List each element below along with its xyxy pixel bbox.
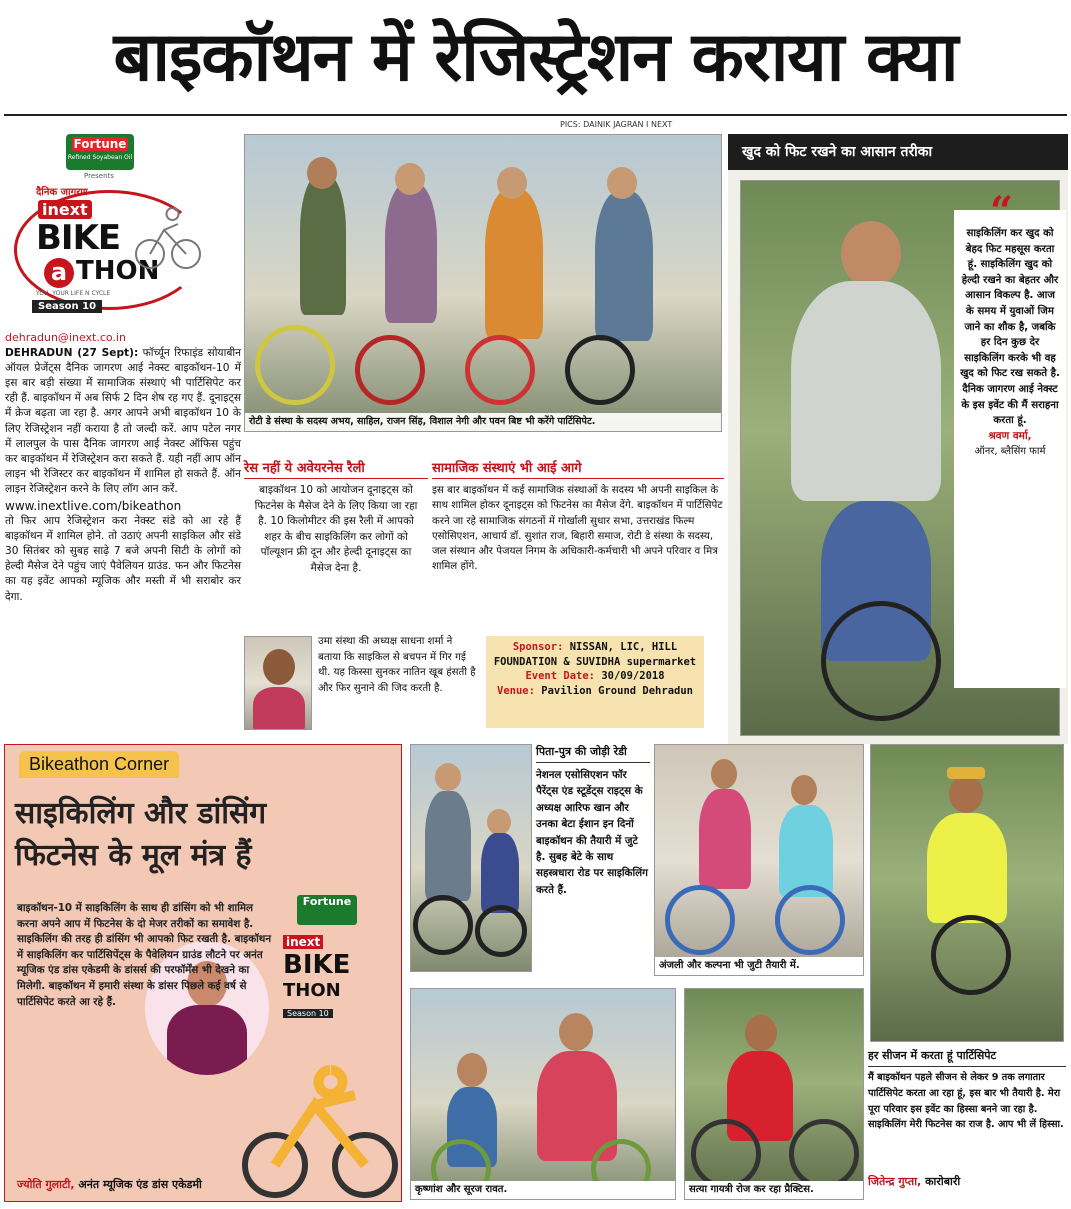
corner-bike-logo xyxy=(283,931,393,1031)
race-awareness-box xyxy=(244,458,428,618)
bikeathon-logo xyxy=(14,134,234,324)
corner-inext-logo: inext xyxy=(283,935,323,949)
main-story xyxy=(5,330,241,605)
corner-athon-wordmark: THON xyxy=(283,980,341,1001)
corner-author: ज्योति गुलाटी, xyxy=(17,1178,75,1191)
quote-author: श्रवण वर्मा, xyxy=(988,429,1032,442)
athon-wordmark: THON xyxy=(76,256,160,286)
event-date-label: Event Date: xyxy=(525,670,595,682)
sponsor-line xyxy=(492,640,698,669)
race-box-body: बाइकॉथन 10 को आयोजन दूनाइट्स को फिटनेस के मैसेज देने के लिए किया जा रहा है. 10 किलोमीटर की इस रैली में आपको शहर के बीच साइकिलिंग कर लोगों को पॉल्यूशन फ्री दून और हेल्दी दूनाइट्स का मैसेज देना है. xyxy=(254,484,418,574)
corner-fortune-logo: Fortune xyxy=(297,895,357,925)
uma-box-body: उमा संस्था की अध्यक्ष साधना शर्मा ने बताया कि साइकिल से बचपन में गिर गई थी. यह किस्सा सुनकर नातिन खूब हंसती है और फिर सुनाने की जिद करती है. xyxy=(318,636,476,694)
logo-tagline: YOU, YOUR LIFE N CYCLE xyxy=(36,290,111,297)
sponsor-value: NISSAN, LIC, HILL FOUNDATION & SUVIDHA supermarket xyxy=(493,641,697,668)
season-box-title: हर सीजन में करता हूं पार्टिसिपेट xyxy=(868,1048,1066,1067)
social-box-title: सामाजिक संस्थाएं भी आई आगे xyxy=(432,458,724,479)
bikeathon-corner xyxy=(4,744,402,1202)
father-son-body: नेशनल एसोसिएशन फॉर पैरेंट्स एंड स्टूडेंट्स राइट्स के अध्यक्ष आरिफ खान और उनका बेटा ईशान इन दिनों बाइकॉथन की तैयारी में जुटे है. सुबह बेटे के साथ सहस्त्रधारा रोड पर साइकिलिंग करते हैं. xyxy=(536,769,648,896)
quote-author-role: ऑनर, ब्लैसिंग फार्म xyxy=(974,445,1046,457)
uma-box xyxy=(244,630,480,736)
krishnansh-suraj-photo xyxy=(410,988,676,1200)
dateline: DEHRADUN (27 Sept): xyxy=(5,346,139,359)
venue-label: Venue: xyxy=(497,684,535,697)
cyclist-sketch-icon xyxy=(132,194,202,274)
event-date-line xyxy=(492,669,698,684)
corner-bike-wordmark: BIKE xyxy=(283,950,351,980)
right-feature xyxy=(728,134,1068,744)
event-info-box xyxy=(486,636,704,728)
father-son-photo xyxy=(410,744,532,972)
group-photo-caption: रोटी डे संस्था के सदस्य अभय, साहिल, राजन सिंह, विशाल नेगी और पवन बिष्ट भी करेंगे पार्टिसिपेट. xyxy=(245,413,721,431)
headline: बाइकॉथन में रेजिस्ट्रेशन कराया क्या xyxy=(113,18,958,97)
venue-line xyxy=(492,684,698,699)
corner-title: साइकिलिंग और डांसिंग फिटनेस के मूल मंत्र हैं xyxy=(15,796,267,873)
season-box-author: जितेन्द्र गुप्ता, xyxy=(868,1175,922,1188)
season-box-author-line xyxy=(868,1174,1066,1189)
father-son-title: पिता-पुत्र की जोड़ी रेडी xyxy=(536,744,650,763)
headline-rule xyxy=(4,114,1067,116)
quote-text: साइकिलिंग कर खुद को बेहद फिट महसूस करता हूं. साइकिलिंग खुद को हेल्दी रखने का बेहतर और आसान विकल्प है. आज के समय में युवाओं जिम जाने का शौक है, जबकि हर दिन कुछ देर साइकिलिंग करके भी वह खुद को फिट रख सकते है. दैनिक जागरण आई नेक्स्ट के इस इवेंट की मैं सराहना करता हूं. xyxy=(960,228,1060,427)
event-date-value: 30/09/2018 xyxy=(595,670,665,682)
athon-a: a xyxy=(44,258,74,288)
social-box-body: इस बार बाइकॉथन में कई सामाजिक संस्थाओं के सदस्य भी अपनी साइकिल के साथ शामिल होकर दूनाइट्स को फिटनेस का मैसेज देंगे. बाइकॉथन में पार्टिसिपेट करने जा रहे सामाजिक संगठनों में गोर्खाली सुधार सभा, उत्तराखंड फिल्म एसोसिएशन, आचार्य डॉ. सुशांत राज, बिहारी समाज, रोटी डे संस्था के सदस्य, जल संस्थान और पेजयल निगम के अधिकारी-कर्मचारी भी अपने परिवार व मित्र शामिल होंगे. xyxy=(432,485,723,573)
dainik-jagran-label: दैनिक जागरण xyxy=(36,187,88,198)
jitendra-gupta-photo xyxy=(870,744,1064,1042)
father-son-box xyxy=(536,744,650,972)
venue-value: Pavilion Ground Dehradun xyxy=(534,684,693,697)
sadhna-sharma-photo xyxy=(244,636,312,730)
quote-box xyxy=(954,188,1066,688)
social-org-box xyxy=(432,458,724,618)
satya-gayatri-photo xyxy=(684,988,864,1200)
sponsor-label: Sponsor: xyxy=(512,641,564,653)
main-story-para-2: तो फिर आप रेजिस्ट्रेशन करा नेक्स्ट संडे को आ रहे हैं बाइकॉथन में शामिल होने. तो उठाएं अपनी साइकिल और संडे 30 सितंबर को सुबह साढ़े 7 बजे अपनी सिटी के लोगों को हेल्दी मैसेज देने पहुंच जाएं पैवेलियन ग्राउंड. फन और फिटनेस का यह इवेंट आपको म्यूजिक और मस्ती में भी सराबोर कर देगा. xyxy=(5,514,241,603)
group-cycling-photo xyxy=(244,134,722,432)
anjali-caption: अंजली और कल्पना भी जुटी तैयारी में. xyxy=(655,957,863,975)
season-badge: Season 10 xyxy=(32,300,102,313)
corner-author-line xyxy=(17,1177,317,1192)
main-story-para-1: फॉर्च्यून रिफाइंड सोयाबीन ऑयल प्रेजेंट्स दैनिक जागरण आई नेक्स्ट बाइकॉथन-10 में इस बार बड़ी संख्या में सामाजिक संस्थाएं भी पार्टिसिपेट कर रही हैं. बाइकॉथन में अब सिर्फ 2 दिन शेष रह गए हैं. दूनाइट्स में क्रेज बढ़ता जा रहा है. अगर आपने अभी बाइकॉथन 10 के लिए रेजिस्ट्रेशन नहीं कराया है तो जल्दी करें. आप पटेल नगर में लालपुल के पास दैनिक जागरण आई नेक्स्ट ऑफिस पहुंच कर बाइकॉथन में रेजिस्ट्रेशन करा सकते हैं. यही नहीं आप ऑन लाइन भी रेजिस्टर कर बाइकॉथन में शामिल हो सकते हैं. ऑन लाइन रेजिस्ट्रेशन करने के लिए लॉग आन करें. xyxy=(5,346,241,496)
corner-body: बाइकॉथन-10 में साइकिलिंग के साथ ही डांसिंग को भी शामिल करना अपने आप में फिटनेस के दो मेजर तरीकों का समावेश है. साइकिलिंग की तरह ही डांसिंग भी आपको फिट रखती है. बाइकॉथन में साइकिलिंग कर पार्टिसिपेंट्स के पैवेलियन ग्राउंड लौटने पर अनंत म्यूजिक एंड डांस एकेडमी के डांसर्स की परफॉर्मेंस भी देखने का मिलेगी. बाइकॉथन में हमारी संस्था के डांसर पिछले कई वर्ष से पार्टिसिपेट करते आ रहे हैं. xyxy=(17,902,272,1008)
bike-wordmark: BIKE xyxy=(36,218,121,258)
photo-credit: PICS: DAINIK JAGRAN I NEXT xyxy=(560,120,673,129)
satya-caption: सत्या गायत्री रोज कर रहा प्रैक्टिस. xyxy=(685,1181,863,1199)
main-story-body xyxy=(5,346,241,498)
right-feature-title: खुद को फिट रखने का आसान तरीका xyxy=(728,134,1068,170)
corner-author-role: अनंत म्यूजिक एंड डांस एकेडमी xyxy=(74,1178,202,1191)
season-box-body: मैं बाइकॉथन पहले सीजन से लेकर 9 तक लगातार पार्टिसिपेट करता आ रहा हूं, इस बार भी तैयारी है. मेरा पूरा परिवार इस इवेंट का हिस्सा बनने जा रहा है. साइकिलिंग मेरी फिटनेस का राज है. आप भी लें हिस्सा. xyxy=(868,1072,1064,1131)
quote-icon: “ xyxy=(990,188,1014,235)
fortune-brand: Fortune xyxy=(73,137,127,151)
fortune-logo xyxy=(66,134,134,170)
season-box xyxy=(868,744,1066,1202)
krishnansh-caption: कृष्णांश और सूरज रावत. xyxy=(411,1181,675,1199)
presents-label: Presents xyxy=(84,172,114,180)
inext-logo: inext xyxy=(38,200,92,219)
fortune-sub: Refined Soyabean Oil xyxy=(67,154,133,161)
race-box-title: रेस नहीं ये अवेयरनेस रैली xyxy=(244,458,428,479)
season-box-author-role: कारोबारी xyxy=(921,1175,961,1188)
anjali-kalpana-photo xyxy=(654,744,864,976)
reporter-email: dehradun@inext.co.in xyxy=(5,331,126,344)
corner-tag: Bikeathon Corner xyxy=(19,751,179,778)
registration-url[interactable]: www.inextlive.com/bikeathon xyxy=(5,498,182,513)
corner-season-badge: Season 10 xyxy=(283,1009,333,1018)
